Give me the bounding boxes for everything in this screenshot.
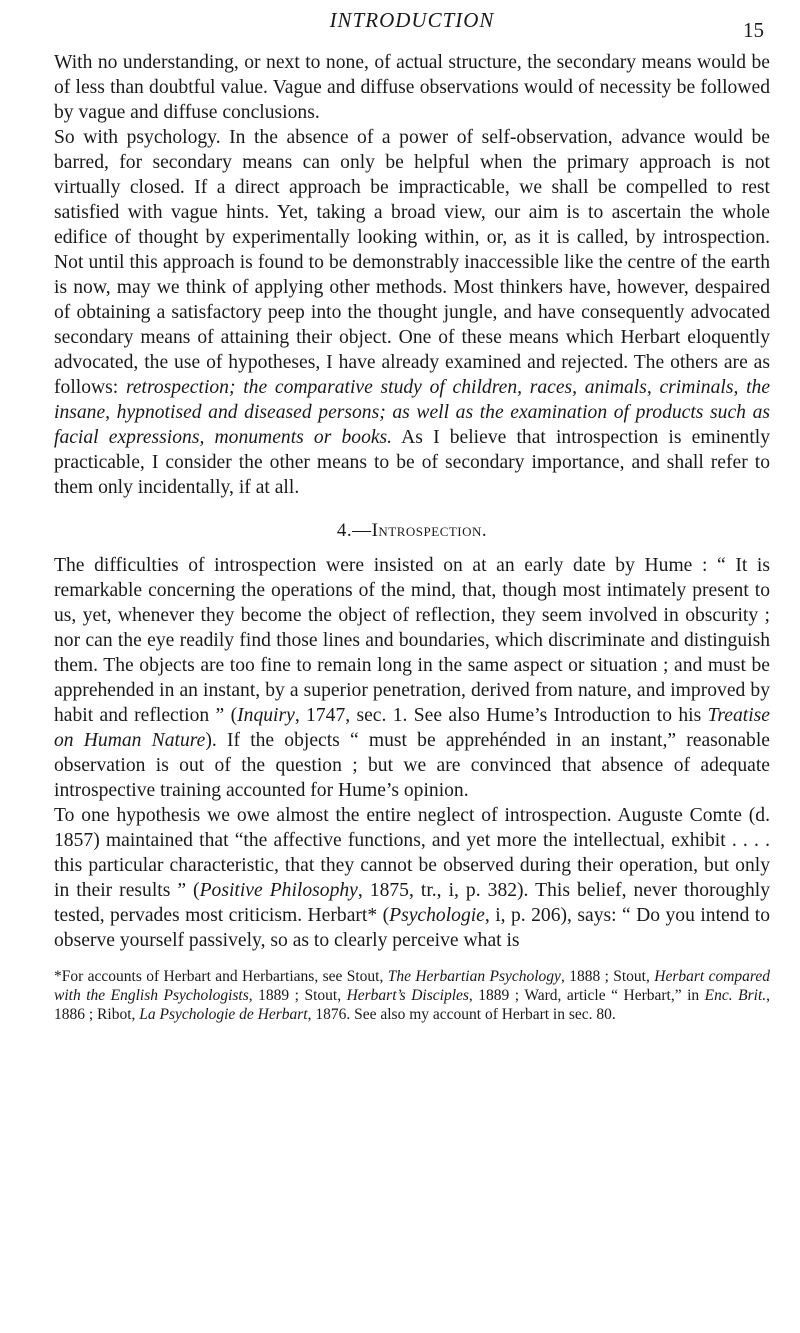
text-run: To one hypothesis we owe almost the entire neglect of introspection. Auguste Comte (d. 1857) maintained that “the affective functions, and yet more the intellectual, exhibit . . . . this particular characteristic, that they cannot be observed during their operation, but only in their results ” ( xyxy=(54,805,770,901)
text-run: , 1876. See also my account of Herbart in sec. 80. xyxy=(307,1006,616,1023)
paragraphs-after-heading xyxy=(54,553,770,953)
italic-text: Herbart compared with the English Psychologists xyxy=(54,968,770,1004)
italic-text: The Herbartian Psychology xyxy=(387,968,561,985)
italic-text: Herbart’s Disciples xyxy=(346,987,469,1004)
text-run: With no understanding, or next to none, of actual structure, the secondary means would be of less than doubtful value. Vague and diffuse observations would of necessity be followed by vague and diffuse conclusions. xyxy=(54,52,770,123)
section-number: 4.— xyxy=(336,520,372,541)
text-run: , i, p. 206), says: “ Do you intend to observe yourself passively, so as to clearly perceive what is xyxy=(54,905,770,951)
section-heading xyxy=(54,518,770,543)
text-run: , 1889 ; Ward, article “ Herbart,” in xyxy=(468,987,705,1004)
italic-text: Treatise on Human Nature xyxy=(54,705,770,751)
text-run: *For accounts of Herbart and Herbartians, see Stout, xyxy=(54,968,388,985)
text-run: , 1886 ; Ribot, xyxy=(54,987,771,1023)
text-run: , 1747, sec. 1. See also Hume’s Introduction to his xyxy=(294,705,708,726)
italic-text: Psychologie xyxy=(389,905,485,926)
text-run: , 1888 ; Stout, xyxy=(560,968,655,985)
text-run: ). If the objects “ must be apprehénded in an instant,” reasonable observation is out of the question ; but we are convinced that absence of adequate introspective training accounted for Hume’s opinion. xyxy=(54,730,770,801)
footnote xyxy=(54,967,770,1024)
footnotes xyxy=(54,967,770,1024)
paragraphs-before-heading xyxy=(54,50,770,500)
body-text xyxy=(54,50,770,953)
text-run: , 1875, tr., i, p. 382). This belief, never thoroughly tested, pervades most criticism. Herbart* ( xyxy=(54,880,770,926)
running-title: INTRODUCTION xyxy=(329,8,495,32)
italic-text: Positive Philosophy xyxy=(199,880,358,901)
italic-text: Enc. Brit. xyxy=(704,987,767,1004)
paragraph xyxy=(54,50,770,125)
page-number: 15 xyxy=(743,18,764,42)
text-run: , 1889 ; Stout, xyxy=(248,987,347,1004)
text-run: As I believe that introspection is eminently practicable, I consider the other means to be of secondary importance, and shall refer to them only incidentally, if at all. xyxy=(54,427,771,498)
paragraph xyxy=(54,553,770,803)
running-head xyxy=(54,8,770,42)
paragraph xyxy=(54,803,770,953)
paragraph xyxy=(54,125,770,500)
italic-text: retrospection; the comparative study of children, races, animals, criminals, the insane, hypnotised and diseased persons; as well as the examination of products such as facial expressions, monuments or books. xyxy=(54,377,771,448)
italic-text: La Psychologie de Herbart xyxy=(139,1006,308,1023)
text-run: So with psychology. In the absence of a power of self-observation, advance would be barred, for secondary means can only be helpful when the primary approach is not virtually closed. If a direct approach be impracticable, we shall be compelled to rest satisfied with vague hints. Yet, taking a broad view, our aim is to ascertain the whole edifice of thought by experimentally looking within, or, as it is called, by introspection. Not until this approach is found to be demonstrably inaccessible like the centre of the earth is now, may we think of applying other methods. Most thinkers have, however, despaired of obtaining a satisfactory peep into the thought jungle, and have consequently advocated secondary means of attaining their object. One of these means which Herbart eloquently advocated, the use of hypotheses, I have already examined and rejected. The others are as follows: xyxy=(54,127,770,398)
text-run: The difficulties of introspection were insisted on at an early date by Hume : “ It is remarkable concerning the operations of the mind, that, though most intimately present to us, yet, whenever they become the object of reflection, they seem involved in obscurity ; nor can the eye readily find those lines and boundaries, which discriminate and distinguish them. The objects are too fine to remain long in the same aspect or situation ; and must be apprehended in an instant, by a superior penetration, derived from nature, and improved by habit and reflection ” ( xyxy=(54,555,770,726)
section-title: Introspection. xyxy=(371,520,488,541)
italic-text: Inquiry xyxy=(237,705,295,726)
